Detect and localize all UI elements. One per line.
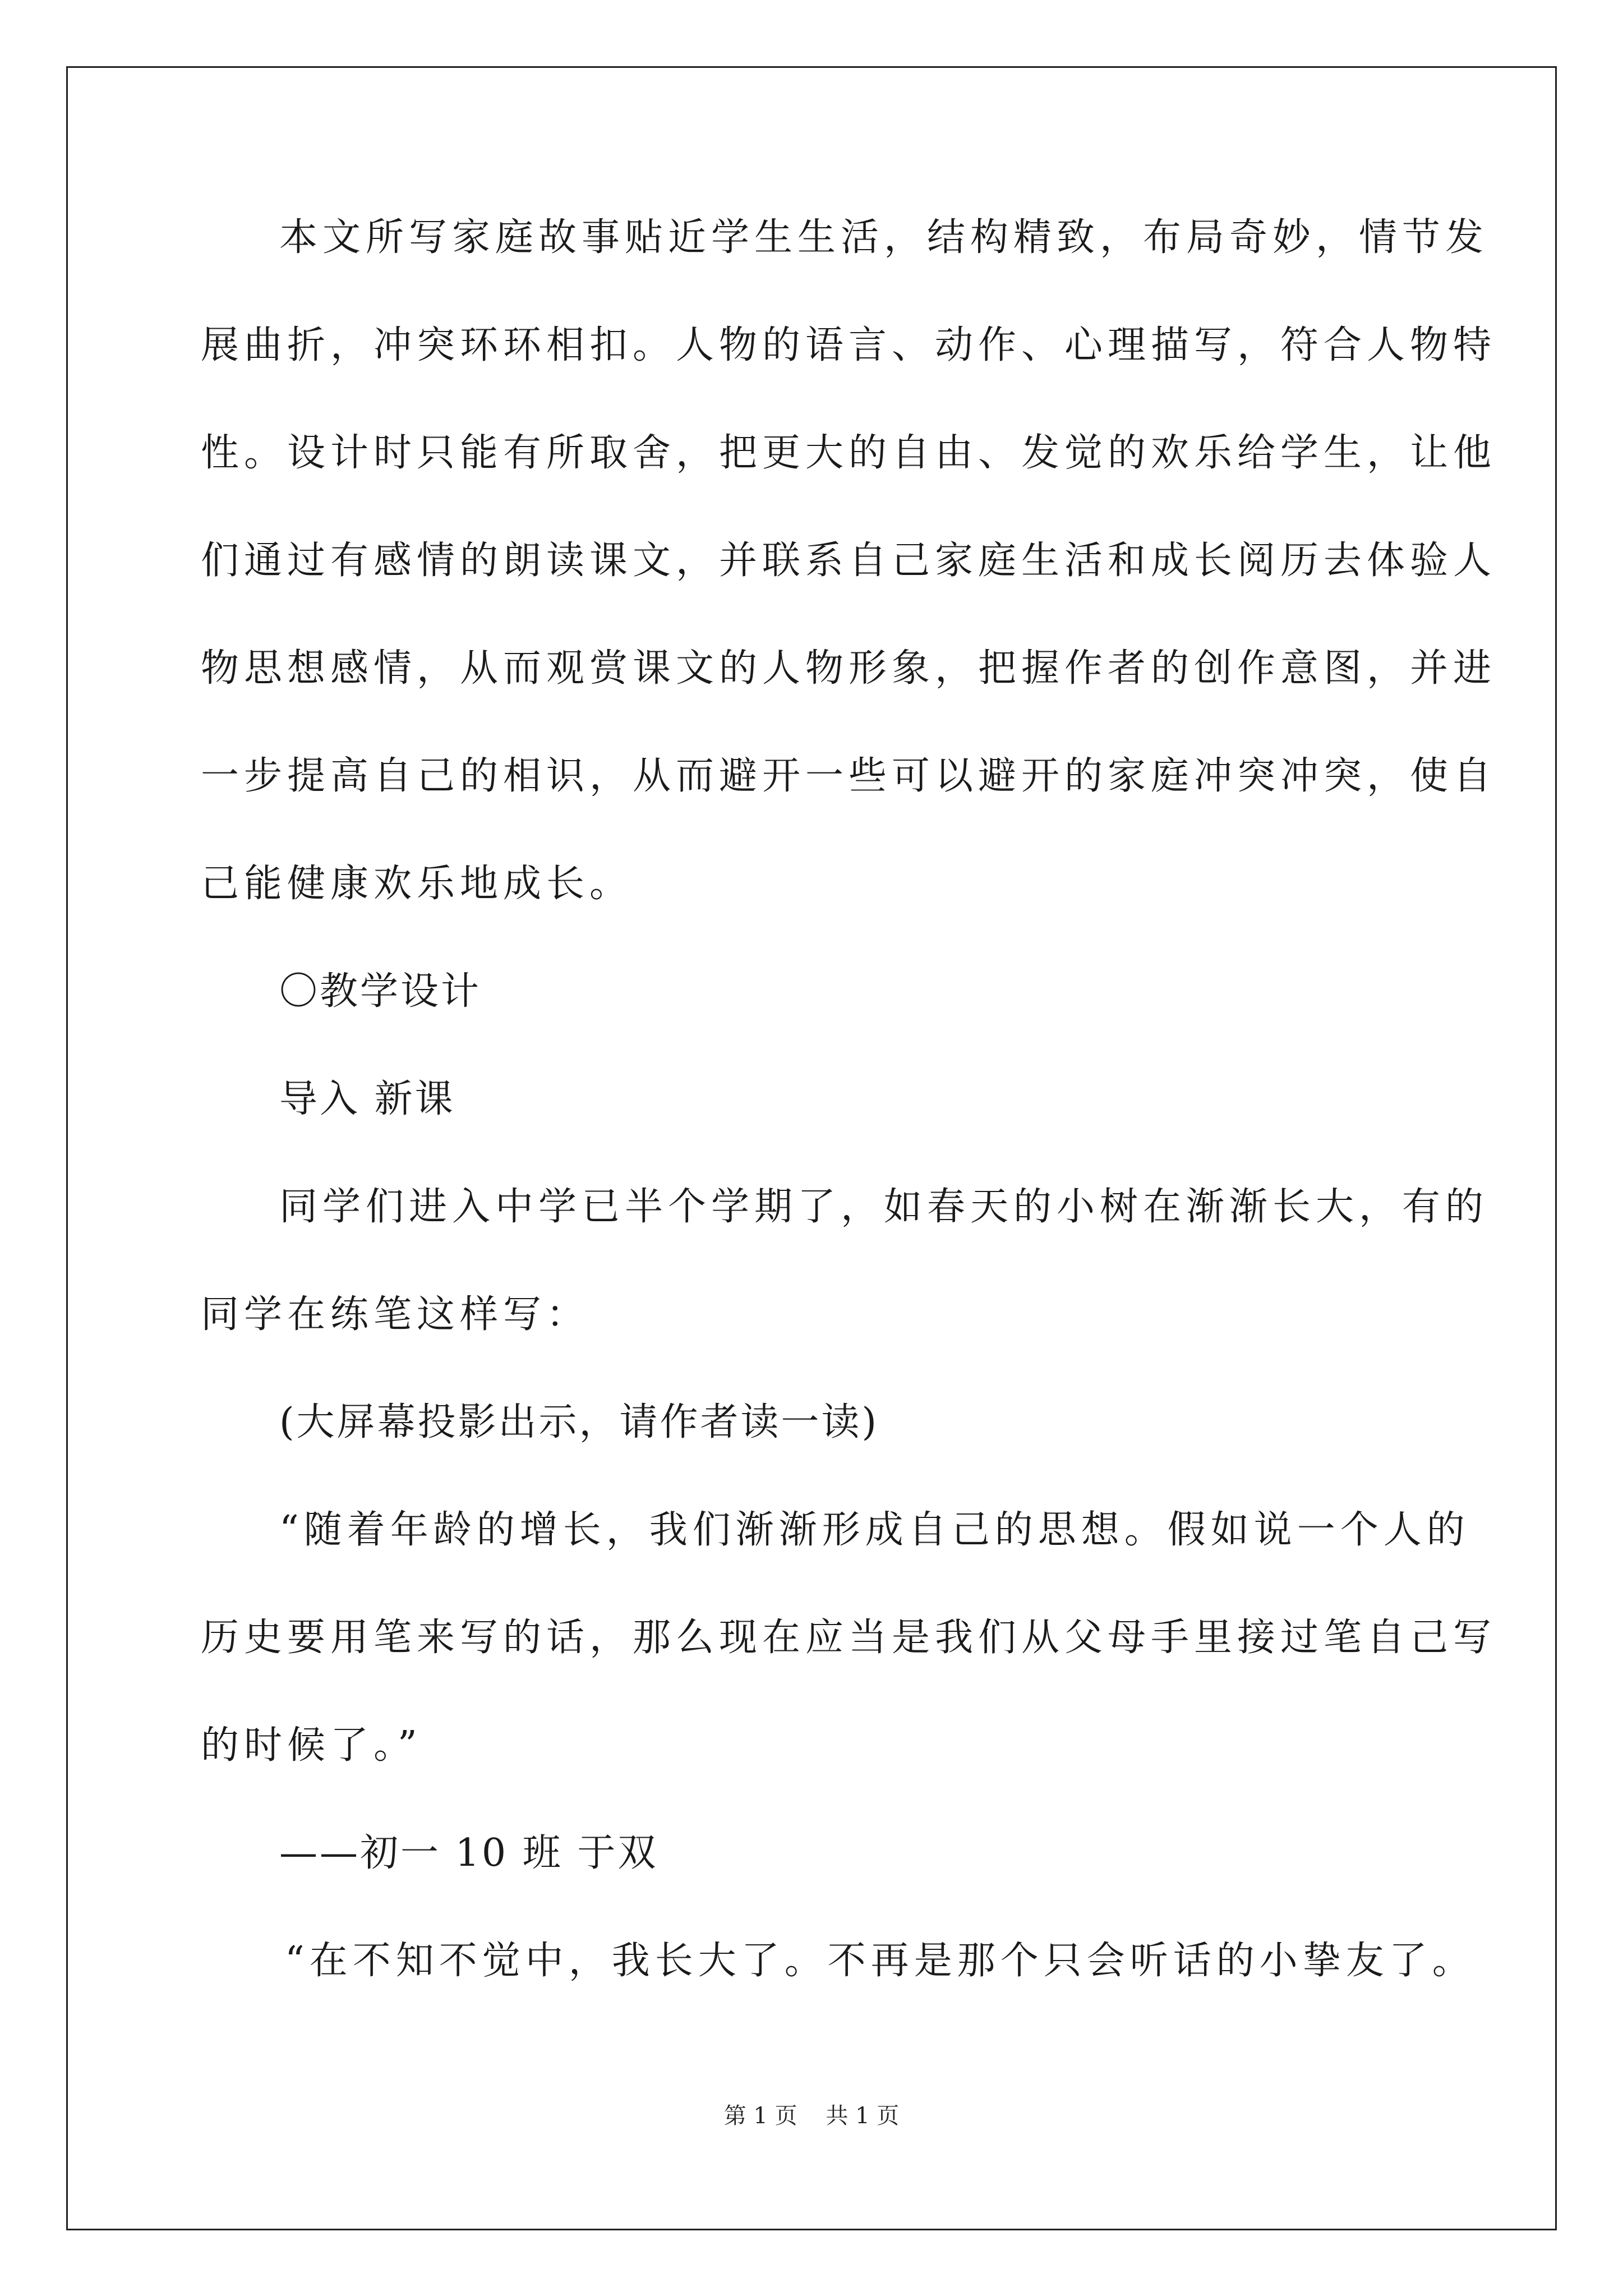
quote-line: 的时候了。” [201, 1723, 422, 1768]
quote-line: “随着年龄的增长，我们渐渐形成自己的思想。假如说一个人的 [279, 1508, 1470, 1552]
paragraph-line: 己能健康欢乐地成长。 [201, 862, 633, 906]
quote-attribution: ——初一 10 班 于双 [279, 1831, 658, 1875]
paragraph-line: 物思想感情，从而观赏课文的人物形象，把握作者的创作意图，并进 [201, 646, 1497, 691]
paragraph-line: 一步提高自己的相识，从而避开一些可以避开的家庭冲突冲突，使自 [201, 754, 1497, 798]
quote-line: 历史要用笔来写的话，那么现在应当是我们从父母手里接过笔自己写 [201, 1616, 1497, 1660]
paragraph-line: 性。设计时只能有所取舍，把更大的自由、发觉的欢乐给学生，让他 [201, 431, 1497, 475]
quote-line: “在不知不觉中，我长大了。不再是那个只会听话的小挚友了。 [285, 1939, 1476, 1983]
paragraph-line: 本文所写家庭故事贴近学生生活，结构精致，布局奇妙，情节发 [279, 215, 1489, 260]
section-heading: 〇教学设计 [279, 969, 482, 1014]
page-border [66, 66, 1557, 2230]
subsection-heading: 导入 新课 [279, 1077, 455, 1121]
paragraph-line: 同学们进入中学已半个学期了，如春天的小树在渐渐长大，有的 [279, 1185, 1489, 1229]
stage-direction: (大屏幕投影出示，请作者读一读) [279, 1400, 879, 1444]
page-footer: 第 1 页 共 1 页 [723, 2103, 900, 2129]
paragraph-line: 展曲折，冲突环环相扣。人物的语言、动作、心理描写，符合人物特 [201, 323, 1497, 367]
paragraph-line: 同学在练笔这样写： [201, 1292, 590, 1337]
paragraph-line: 们通过有感情的朗读课文，并联系自己家庭生活和成长阅历去体验人 [201, 539, 1497, 583]
